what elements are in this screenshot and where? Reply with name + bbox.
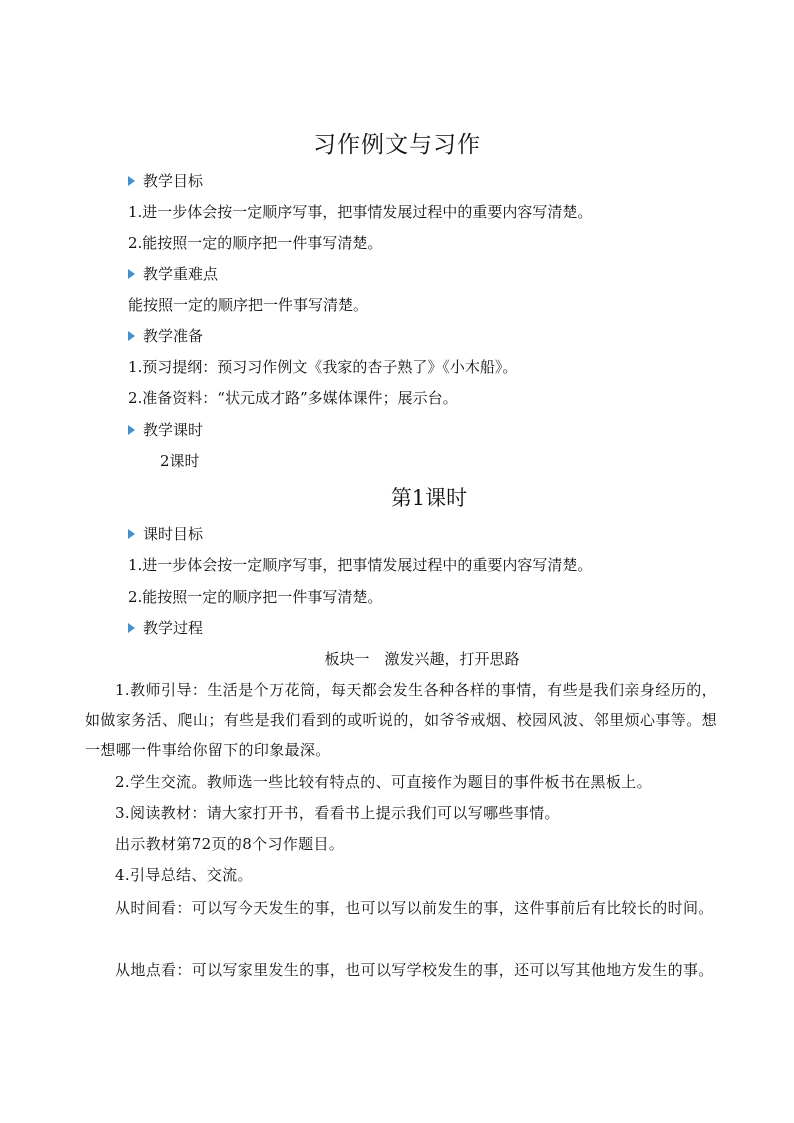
lesson-title: 第1课时 bbox=[390, 486, 468, 510]
block-title: 板块一 激发兴趣，打开思路 bbox=[324, 650, 520, 668]
process-paragraph-7: 从地点看：可以写家里发生的事，也可以写学校发生的事，还可以写其他地方发生的事。 bbox=[115, 961, 714, 979]
heading-label: 教学重难点 bbox=[143, 265, 219, 283]
process-paragraph-2: 2.学生交流。教师选一些比较有特点的、可直接作为题目的事件板书在黑板上。 bbox=[115, 773, 652, 791]
document-title: 习作例文与习作 bbox=[313, 132, 481, 158]
section-heading-goals bbox=[128, 170, 203, 192]
process-paragraph-4: 出示教材第72页的8个习作题目。 bbox=[115, 835, 345, 853]
triangle-bullet-icon bbox=[128, 623, 135, 633]
section-heading-lesson-goals bbox=[128, 523, 203, 545]
section-heading-process bbox=[128, 617, 203, 639]
triangle-bullet-icon bbox=[128, 425, 135, 435]
section-heading-hours bbox=[128, 419, 203, 441]
process-paragraph-1: 1.教师引导：生活是个万花筒，每天都会发生各种各样的事情，有些是我们亲身经历的，如做家务活、爬山；有些是我们看到的或听说的，如爷爷戒烟、校园风波、邻里烦心事等。想一想哪一件事给你留下的印象最深。 bbox=[85, 681, 717, 759]
process-paragraph-5: 4.引导总结、交流。 bbox=[115, 866, 253, 884]
hours-text: 2课时 bbox=[160, 452, 200, 470]
goal-line-2: 2.能按照一定的顺序把一件事写清楚。 bbox=[128, 234, 383, 252]
triangle-bullet-icon bbox=[128, 529, 135, 539]
section-heading-keypoints bbox=[128, 263, 218, 285]
prep-line-2: 2.准备资料：“状元成才路”多媒体课件；展示台。 bbox=[128, 389, 458, 407]
triangle-bullet-icon bbox=[128, 331, 135, 341]
heading-label: 教学目标 bbox=[143, 172, 204, 190]
goal-line-1: 1.进一步体会按一定顺序写事，把事情发展过程中的重要内容写清楚。 bbox=[128, 203, 593, 221]
triangle-bullet-icon bbox=[128, 176, 135, 186]
section-heading-prep bbox=[128, 325, 203, 347]
keypoints-text: 能按照一定的顺序把一件事写清楚。 bbox=[128, 296, 369, 314]
prep-line-1: 1.预习提纲：预习习作例文《我家的杏子熟了》《小木船》。 bbox=[128, 358, 518, 376]
heading-label: 课时目标 bbox=[143, 525, 204, 543]
heading-label: 教学过程 bbox=[143, 619, 204, 637]
process-paragraph-3: 3.阅读教材：请大家打开书，看看书上提示我们可以写哪些事情。 bbox=[115, 804, 560, 822]
heading-label: 教学准备 bbox=[143, 327, 204, 345]
process-paragraph-6: 从时间看：可以写今天发生的事，也可以写以前发生的事，这件事前后有比较长的时间。 bbox=[115, 899, 714, 917]
lesson-goal-line-1: 1.进一步体会按一定顺序写事，把事情发展过程中的重要内容写清楚。 bbox=[128, 556, 593, 574]
triangle-bullet-icon bbox=[128, 269, 135, 279]
heading-label: 教学课时 bbox=[143, 421, 204, 439]
lesson-goal-line-2: 2.能按照一定的顺序把一件事写清楚。 bbox=[128, 588, 383, 606]
